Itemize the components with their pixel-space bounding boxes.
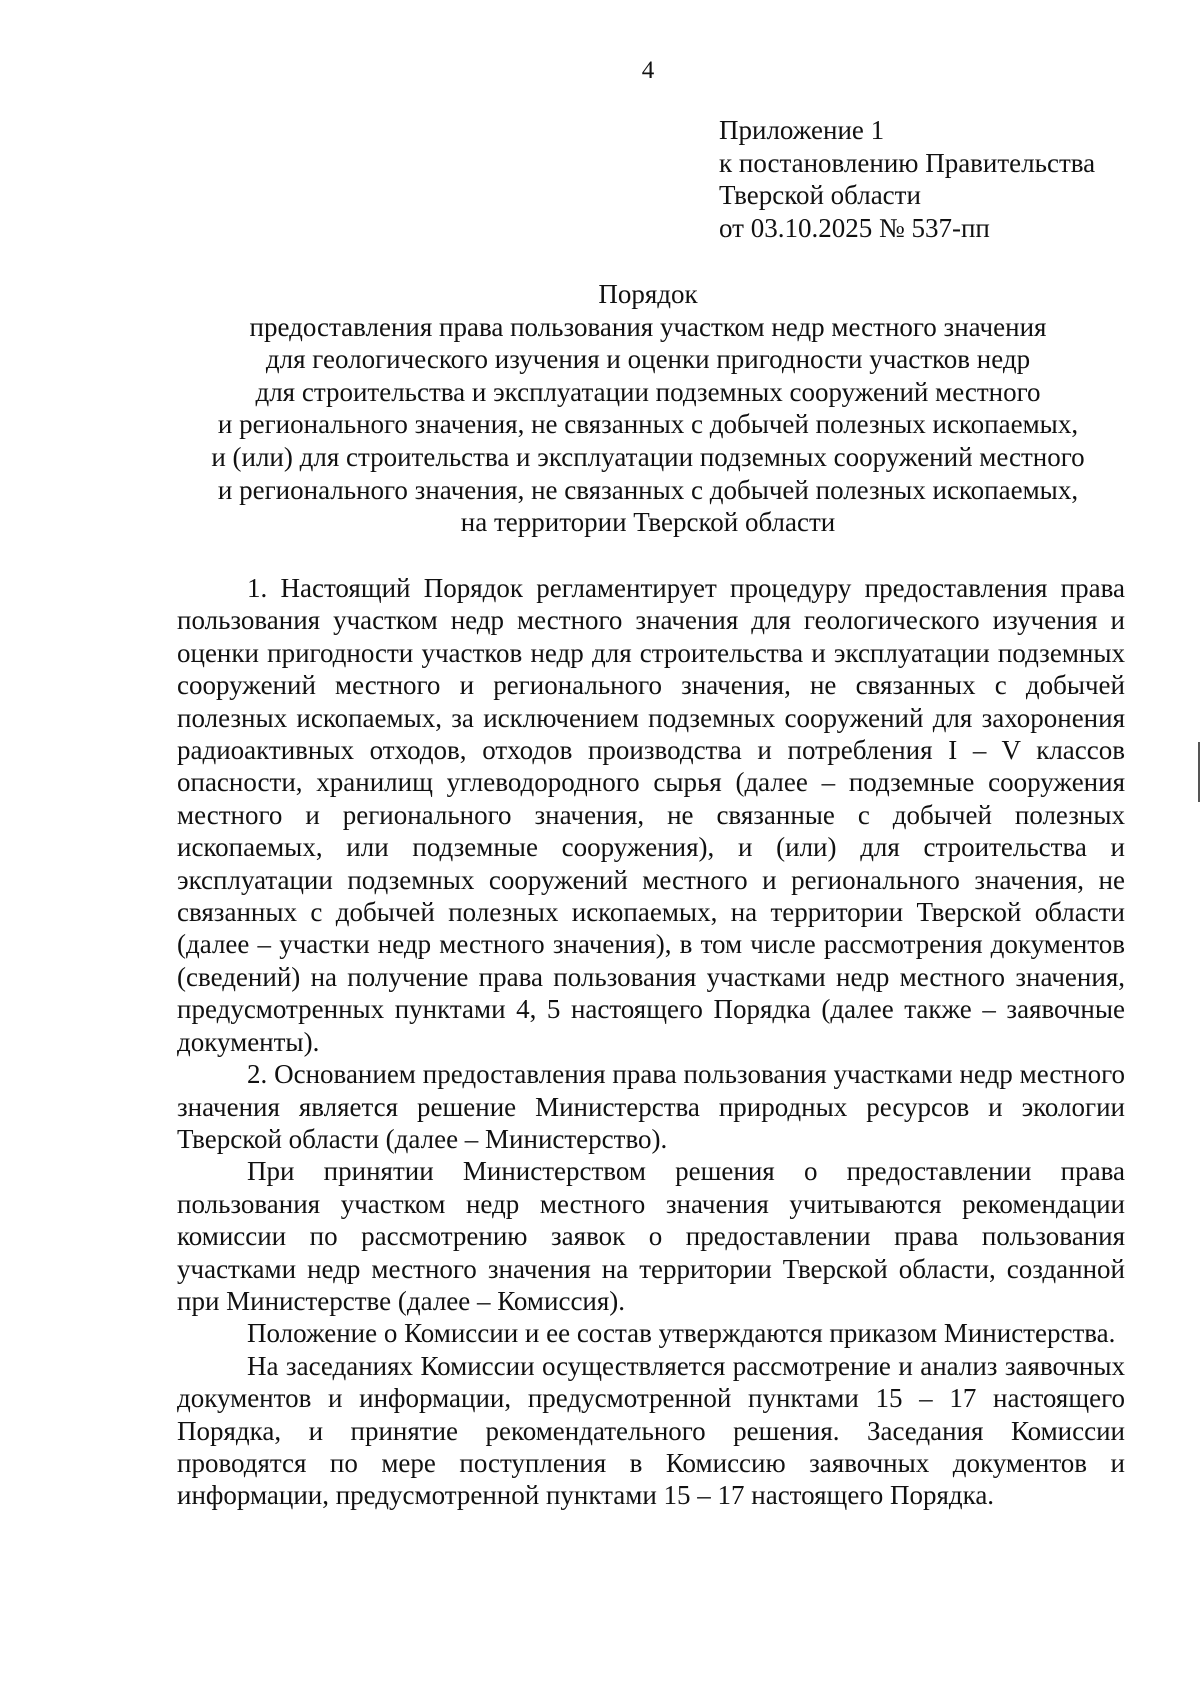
paragraph: При принятии Министерством решения о предоставлении права пользования участком недр местного значения учитываются рекомендации комиссии по рассмотрению заявок о предоставлении права пользования участками недр местного значения на территории Тверской области, созданной при Министерстве (далее – Комиссия). [177,1156,1125,1316]
appendix-header [719,114,1149,244]
paragraph: На заседаниях Комиссии осуществляется рассмотрение и анализ заявочных документов и информации, предусмотренной пунктами 15 – 17 настоящего Порядка, и принятие рекомендательного решения. Заседания Комиссии проводятся по мере поступления в Комиссию заявочных документов и информации, предусмотренной пунктами 15 – 17 настоящего Порядка. [177,1350,1125,1511]
title-line: и регионального значения, не связанных с добычей полезных ископаемых, [217,474,1079,505]
appendix-line: от 03.10.2025 № 537-пп [719,212,990,243]
title-line: предоставления права пользования участком недр местного значения [249,311,1047,342]
title-heading: Порядок [598,279,698,309]
paragraph: 2. Основанием предоставления права пользования участками недр местного значения является решение Министерства природных ресурсов и экологии Тверской области (далее – Министерство). [177,1059,1125,1154]
page-number: 4 [641,57,655,84]
title-line: для строительства и эксплуатации подземных сооружений местного [255,376,1041,407]
document-body [177,572,1125,1512]
title-line: и регионального значения, не связанных с добычей полезных ископаемых, [217,409,1079,440]
appendix-line: к постановлению Правительства [719,147,1096,178]
document-title [150,278,1146,539]
paragraph: 1. Настоящий Порядок регламентирует процедуру предоставления права пользования участком недр местного значения для геологического изучения и оценки пригодности участков недр для строительства и эксплуатации подземных сооружений местного и регионального значения, не связанных с добычей полезных ископаемых, за исключением подземных сооружений для захоронения радиоактивных отходов, отходов производства и потребления I – V классов опасности, хранилищ углеводородного сырья (далее – подземные сооружения местного и регионального значения, не связанные с добычей полезных ископаемых, или подземные сооружения), и (или) для строительства и эксплуатации подземных сооружений местного и регионального значения, не связанных с добычей полезных ископаемых, на территории Тверской области (далее – участки недр местного значения), в том числе рассмотрения документов (сведений) на получение права пользования участками недр местного значения, предусмотренных пунктами 4, 5 настоящего Порядка (далее также – заявочные документы). [177,573,1125,1057]
title-line: для геологического изучения и оценки пригодности участков недр [265,344,1031,375]
title-line: и (или) для строительства и эксплуатации подземных сооружений местного [211,441,1085,472]
appendix-line: Приложение 1 [719,115,885,145]
paragraph: Положение о Комиссии и ее состав утверждаются приказом Министерства. [247,1318,1116,1349]
appendix-line: Тверской области [719,180,921,210]
title-line: на территории Тверской области [460,507,836,538]
